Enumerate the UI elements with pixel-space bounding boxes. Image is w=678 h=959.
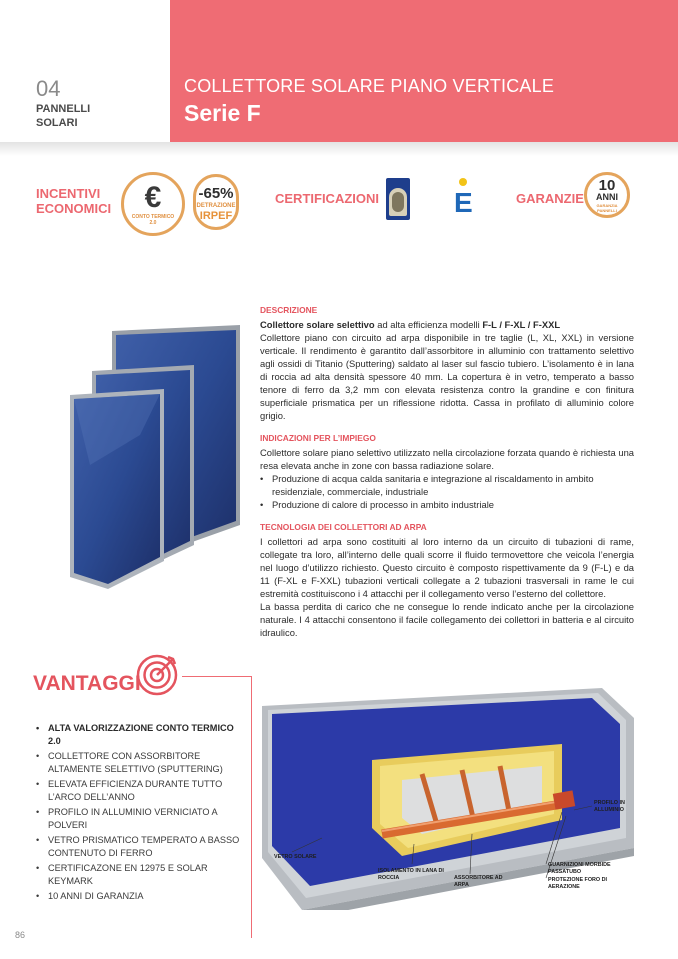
section-name-line1: PANNELLI [36,103,91,115]
vantaggi-item: • PROFILO IN ALLUMINIO VERNICIATO A POLVERI [36,806,244,832]
lead-bold: Collettore solare selettivo [260,319,375,330]
vantaggi-divider-v [251,676,252,938]
certificazioni-label: CERTIFICAZIONI [275,191,379,206]
description-column [260,304,634,639]
garanzia-badge [584,172,630,218]
label-profilo: PROFILO IN [594,800,625,806]
label-assorbitore-2: ARPA [454,882,469,888]
euro-icon: € [144,181,162,214]
header-shadow [0,142,678,156]
vantaggi-item: • VETRO PRISMATICO TEMPERATO A BASSO CONTENUTO DI FERRO [36,834,244,860]
detrazione-type: IRPEF [199,210,233,222]
conto-termico-line2: 2.0 [149,220,157,226]
descrizione-body: Collettore piano con circuito ad arpa disponibile in tre taglie (L, XL, XXL) in versione verticale. Il rendimento è garantito dall’assorbitore in alluminio con trattamento selettivo agli ossidi di Titanio (Sputtering) saldato al laser sul fascio tubiero. L’isolamento è in lana di roccia ad alta densità spessore 40 mm. La copertura è in vetro, temperato a basso tenore di ferro da 3,2 mm con elevata resistenza contro la grandine e con finitura superficiale prismatica per un riflessione ridotta. Cassa in profilato di alluminio colore grigio. [260,332,634,421]
lead-normal: ad alta efficienza modelli [374,319,483,330]
vantaggi-title: VANTAGGI [33,672,141,695]
page-title: COLLETTORE SOLARE PIANO VERTICALE [184,76,555,96]
vantaggi-item: • ELEVATA EFFICIENZA DURANTE TUTTO L’ARCO DELL’ANNO [36,778,244,804]
target-icon [135,653,179,697]
solar-panels-image [70,325,250,590]
impiego-heading: INDICAZIONI PER L’IMPIEGO [260,433,376,443]
lead-models: F-L / F-XL / F-XXL [482,319,561,330]
conto-termico-badge [121,172,185,236]
vantaggi-list [36,722,244,905]
tecnologia-heading: TECNOLOGIA DEI COLLETTORI AD ARPA [260,522,427,532]
page-subtitle: Serie F [184,100,261,126]
label-profilo-2: ALLUMINIO [594,807,624,813]
label-vetro: VETRO SOLARE [274,854,317,860]
tecnologia-body-2: La bassa perdita di carico che ne consegue lo rende indicato anche per la circolazione naturale. I 4 attacchi consentono il facile collegamento dei collettori in batteria e al circuito idraulico. [260,601,634,638]
garanzie-label: GARANZIE [516,191,584,206]
conto-termico-line1: CONTO TERMICO [131,214,175,220]
descrizione-heading: DESCRIZIONE [260,305,318,315]
demokritos-logo-icon [386,178,410,220]
garanzia-years: 10 [598,177,616,194]
impiego-bullet: • Produzione di acqua calda sanitaria e integrazione al riscaldamento in ambito residenziale, commerciale, industriale [260,472,634,498]
label-isolamento: ISOLAMENTO IN LANA DI [378,868,444,874]
page-number: 86 [15,930,26,940]
label-protezione-2: AERAZIONE [548,884,580,890]
garanzia-text-line2: PANNELLI [597,208,617,213]
vantaggi-item: • 10 ANNI DI GARANZIA [36,890,244,903]
garanzia-text [587,203,627,213]
vantaggi-divider-h [182,676,252,677]
label-protezione: PROTEZIONE FORO DI [548,877,607,883]
label-assorbitore: ASSORBITORE AD [454,875,503,881]
incentivi-line1: INCENTIVI [36,186,101,201]
impiego-bullet: • Produzione di calore di processo in ambito industriale [260,498,634,511]
descrizione-lead [260,318,634,331]
collector-cutaway-image [262,688,634,910]
detrazione-value: -65% [198,185,234,202]
section-number: 04 [36,76,61,101]
vantaggi-item: • ALTA VALORIZZAZIONE CONTO TERMICO 2.0 [36,722,244,748]
section-name [36,102,90,130]
vantaggi-item: • CERTIFICAZONE EN 12975 E SOLAR KEYMARK [36,862,244,888]
garanzia-unit: ANNI [596,192,618,202]
tecnologia-body-1: I collettori ad arpa sono costituiti al loro interno da un circuito di tubazioni di rame, collegate tra loro, all’interno delle quali scorre il fluido termovettore che veicola l’energia nel luogo d’utilizzo richiesto. Questo circuito è composto rispettivamente da 9 (F-L) e da 11 (F-XL e F-XXL) tubazioni verticali collegate a 2 tubazioni trasversali in rame le cui estremità costituiscono i 4 attacchi per il collegamento verso l’esterno del collettore. [260,536,634,599]
incentivi-label [36,186,111,216]
label-guarnizioni-2: PASSATUBO [548,869,582,875]
section-name-line2: SOLARI [36,117,78,129]
keymark-logo-icon: E [454,178,474,218]
conto-termico-text [124,214,182,226]
label-guarnizioni: GUARNIZIONI MORBIDE [548,862,611,868]
detrazione-badge [193,174,239,230]
incentivi-line2: ECONOMICI [36,201,112,216]
label-isolamento-2: ROCCIA [378,875,400,881]
vantaggi-item: • COLLETTORE CON ASSORBITORE ALTAMENTE SELETTIVO (SPUTTERING) [36,750,244,776]
impiego-body: Collettore solare piano selettivo utilizzato nella circolazione forzata quando è richiesta una resa elevata anche in zone con bassa radiazione solare. [260,447,634,471]
garanzia-text-line1: GARANZIA [596,203,618,208]
detrazione-label: DETRAZIONE [196,203,236,209]
